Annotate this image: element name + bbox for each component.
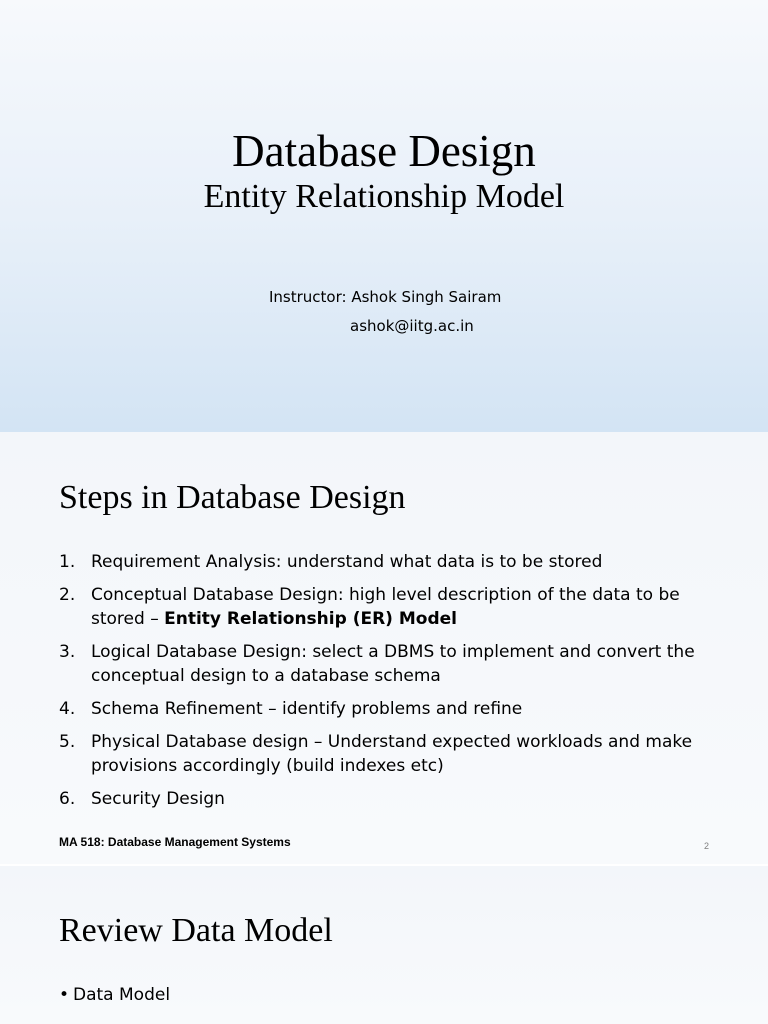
steps-list xyxy=(59,550,709,820)
list-text: Conceptual Database Design: high level description of the data to be stored – xyxy=(91,585,680,629)
bullet-glyph: • xyxy=(59,985,70,1005)
list-number: 4. xyxy=(59,699,76,719)
list-item xyxy=(59,787,709,811)
list-text: Requirement Analysis: understand what data is to be stored xyxy=(91,552,603,572)
list-item xyxy=(59,983,170,1007)
slide-footer: MA 518: Database Management Systems xyxy=(59,835,291,849)
list-text: Logical Database Design: select a DBMS to implement and convert the conceptual design to a database schema xyxy=(91,642,695,686)
list-text: Security Design xyxy=(91,789,225,809)
bullet-list xyxy=(59,983,170,1007)
slide-title: Database Design xyxy=(232,126,536,176)
list-text: Physical Database design – Understand expected workloads and make provisions accordingly (build indexes etc) xyxy=(91,732,693,776)
list-number: 5. xyxy=(59,732,76,752)
list-text: Schema Refinement – identify problems and refine xyxy=(91,699,523,719)
instructor-email: ashok@iitg.ac.in xyxy=(350,317,474,335)
slide-subtitle: Entity Relationship Model xyxy=(203,178,565,215)
list-number: 6. xyxy=(59,789,76,809)
list-text-bold: Entity Relationship (ER) Model xyxy=(164,609,457,629)
list-text: Data Model xyxy=(73,985,171,1005)
list-number: 3. xyxy=(59,642,76,662)
list-item xyxy=(59,640,709,688)
title-slide xyxy=(0,0,768,432)
list-item xyxy=(59,550,709,574)
instructor-name: Instructor: Ashok Singh Sairam xyxy=(269,288,502,306)
steps-slide xyxy=(0,432,768,864)
list-item xyxy=(59,583,709,631)
review-slide xyxy=(0,866,768,1024)
list-item xyxy=(59,730,709,778)
list-number: 2. xyxy=(59,585,76,605)
list-item xyxy=(59,697,709,721)
slide-heading: Review Data Model xyxy=(59,912,333,949)
page-number: 2 xyxy=(704,841,710,851)
slide-heading: Steps in Database Design xyxy=(59,479,406,516)
list-number: 1. xyxy=(59,552,76,572)
